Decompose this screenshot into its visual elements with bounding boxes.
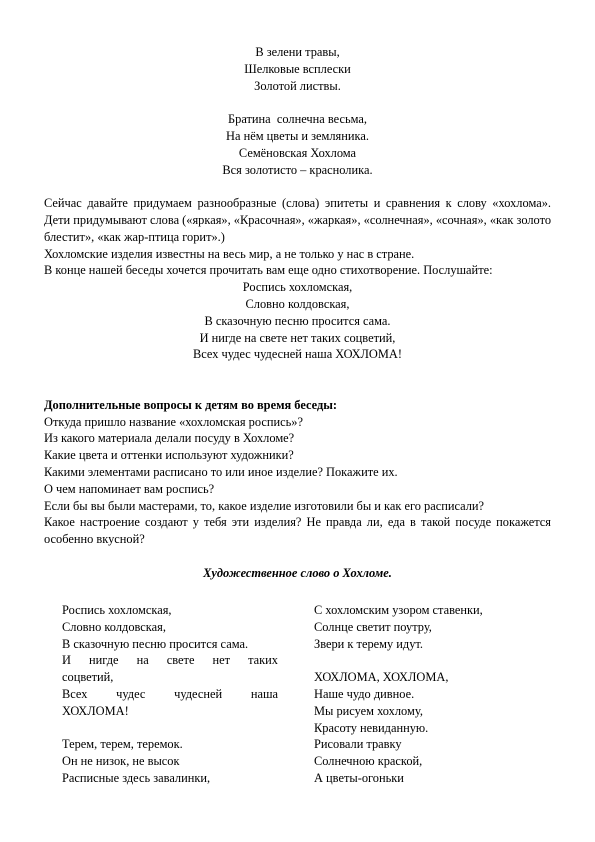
paragraph-famous: Хохломские изделия известны на весь мир, а не только у нас в стране. xyxy=(44,246,415,261)
poem-line: Вся золотисто – краснолика. xyxy=(222,162,373,177)
poem-line: Солнце светит поутру, xyxy=(314,619,432,634)
poem-line: Мы рисуем хохлому, xyxy=(314,703,423,718)
question-item: Какие цвета и оттенки используют художники? xyxy=(44,448,294,463)
poem-line: Всех чудес чудесней наша xyxy=(62,686,278,701)
question-item: Из какого материала делали посуду в Хохломе? xyxy=(44,431,295,446)
poem-line: Роспись хохломская, xyxy=(242,280,353,295)
poem-line: Терем, терем, теремок. xyxy=(62,737,183,752)
poem-line: ХОХЛОМА, ХОХЛОМА, xyxy=(314,670,449,685)
poem-line: ХОХЛОМА! xyxy=(62,703,129,718)
document-page xyxy=(44,44,551,582)
poem-line: Семёновская Хохлома xyxy=(238,145,357,160)
poem-line: Солнечною краской, xyxy=(314,754,423,769)
poem-line: Золотой листвы. xyxy=(254,78,341,93)
question-item: Откуда пришло название «хохломская роспись»? xyxy=(44,414,303,429)
poem-line: В сказочную песню просится сама. xyxy=(62,636,249,651)
paragraph-epithets: Сейчас давайте придумаем разнообразные (слова) эпитеты и сравнения к слову «хохлома». Дети придумывают слова («яркая», «Красочная», «жаркая», «солнечная», «сочная», «как золото блестит», «как жар-птица горит».) xyxy=(44,196,552,244)
poem-line: А цветы-огоньки xyxy=(314,770,404,785)
poem-stanza-3 xyxy=(44,279,551,363)
poem-line: В зелени травы, xyxy=(255,45,340,59)
poem-line: Словно колдовская, xyxy=(62,619,166,634)
poem-line: Он не низок, не высок xyxy=(62,754,180,769)
poem-line: соцветий, xyxy=(62,670,114,685)
section-heading: Художественное слово о Хохломе. xyxy=(203,565,392,580)
question-item: О чем напоминает вам роспись? xyxy=(44,481,215,496)
poem-line: Всех чудес чудесней наша ХОХЛОМА! xyxy=(193,347,402,362)
question-item: Какое настроение создают у тебя эти изделия? Не правда ли, еда в такой посуде покажется особенно вкусной? xyxy=(44,515,551,547)
poem-line: Роспись хохломская, xyxy=(62,603,172,617)
poem-line: Расписные здесь завалинки, xyxy=(62,770,211,785)
poem-line: С хохломским узором ставенки, xyxy=(314,603,483,617)
poem-line: Красоту невиданную. xyxy=(314,720,429,735)
question-item: Какими элементами расписано то или иное изделие? Покажите их. xyxy=(44,464,398,479)
poem-line: Рисовали травку xyxy=(314,737,402,752)
questions-list xyxy=(44,414,551,548)
poem-stanza-2 xyxy=(44,111,551,178)
poem-line: И нигде на свете нет таких соцветий, xyxy=(199,330,396,345)
poem-line: Звери к терему идут. xyxy=(314,636,423,651)
poem-line: На нём цветы и земляника. xyxy=(226,128,369,143)
poem-line: Наше чудо дивное. xyxy=(314,686,415,701)
question-item: Если бы вы были мастерами, то, какое изделие изготовили бы и как его расписали? xyxy=(44,498,485,513)
poem-line: Братина солнечна весьма, xyxy=(228,112,367,127)
left-column xyxy=(62,602,278,787)
poem-line: Шелковые всплески xyxy=(244,61,351,76)
paragraph-intro-poem: В конце нашей беседы хочется прочитать вам еще одно стихотворение. Послушайте: xyxy=(44,263,493,278)
poem-line: Словно колдовская, xyxy=(245,296,350,311)
poem-stanza-1 xyxy=(44,44,551,94)
right-column xyxy=(314,602,534,787)
questions-title: Дополнительные вопросы к детям во время беседы: xyxy=(44,397,338,412)
poem-line: В сказочную песню просится сама. xyxy=(204,313,391,328)
poem-line: И нигде на свете нет таких xyxy=(62,653,278,668)
stanza-gap xyxy=(314,652,534,669)
